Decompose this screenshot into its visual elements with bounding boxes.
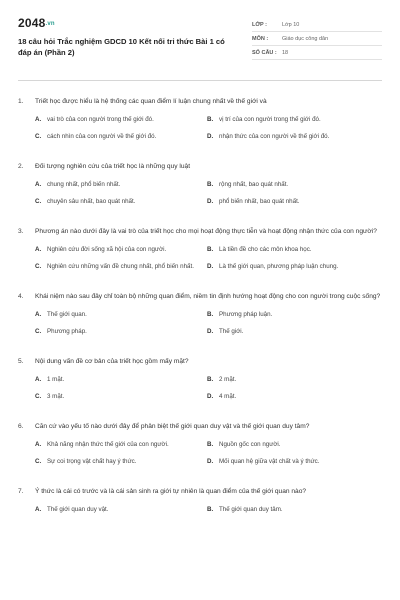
question-text: Phương án nào dưới đây là vai trò của triết học cho mọi hoạt động thực tiễn và hoạt động nhận thức của con người? — [35, 228, 377, 235]
option-letter: D. — [207, 263, 214, 270]
document-header — [18, 16, 382, 70]
question-number: 6. — [18, 423, 24, 430]
meta-row-class — [252, 18, 382, 32]
logo-text: 2048 — [18, 16, 46, 30]
option-text: nhận thức của con người về thế giới đó. — [219, 133, 330, 140]
option-text: Thế giới quan duy vật. — [47, 506, 109, 513]
option-a[interactable] — [35, 180, 207, 189]
option-a[interactable] — [35, 310, 207, 319]
option-letter: D. — [207, 198, 214, 205]
question-item — [18, 422, 382, 474]
option-b[interactable] — [207, 440, 379, 449]
option-text: rộng nhất, bao quát nhất. — [219, 181, 289, 188]
option-letter: A. — [35, 181, 42, 188]
option-text: chuyên sâu nhất, bao quát nhất. — [47, 198, 136, 205]
question-stem — [18, 162, 382, 172]
option-letter: A. — [35, 376, 42, 383]
option-grid — [18, 375, 382, 409]
option-letter: B. — [207, 246, 214, 253]
question-item — [18, 292, 382, 344]
question-item — [18, 162, 382, 214]
option-b[interactable] — [207, 180, 379, 189]
logo-suffix: .vn — [45, 20, 55, 27]
option-d[interactable] — [207, 392, 379, 401]
option-text: Nghiên cứu đời sống xã hội của con người. — [47, 246, 167, 253]
option-letter: D. — [207, 328, 214, 335]
option-letter: D. — [207, 458, 214, 465]
option-letter: C. — [35, 328, 42, 335]
option-text: 4 mặt. — [219, 393, 237, 400]
option-grid — [18, 180, 382, 214]
option-d[interactable] — [207, 197, 379, 206]
option-b[interactable] — [207, 115, 379, 124]
option-letter: C. — [35, 458, 42, 465]
option-grid — [18, 245, 382, 279]
option-d[interactable] — [207, 262, 379, 271]
option-c[interactable] — [35, 327, 207, 336]
question-number: 5. — [18, 358, 24, 365]
meta-row-count — [252, 46, 382, 60]
option-text: Sự coi trọng vật chất hay ý thức. — [47, 458, 137, 465]
question-number: 3. — [18, 228, 24, 235]
option-text: Nghiên cứu những vấn đề chung nhất, phổ biến nhất. — [47, 263, 194, 270]
option-text: 1 mặt. — [47, 376, 65, 383]
option-text: Nguồn gốc con người. — [219, 441, 281, 448]
question-number: 2. — [18, 163, 24, 170]
option-letter: C. — [35, 198, 42, 205]
option-letter: D. — [207, 133, 214, 140]
meta-key: LỚP : — [252, 21, 267, 28]
option-text: Là thế giới quan, phương pháp luận chung. — [219, 263, 339, 270]
option-text: Thế giới quan. — [47, 311, 87, 318]
option-letter: A. — [35, 311, 42, 318]
option-letter: C. — [35, 393, 42, 400]
question-text: Khái niệm nào sau đây chỉ toàn bộ những quan điểm, niềm tin định hướng hoạt động cho con người trong cuộc sống? — [35, 293, 381, 300]
meta-value: Giáo dục công dân — [282, 35, 329, 42]
option-d[interactable] — [207, 327, 379, 336]
option-letter: B. — [207, 376, 214, 383]
question-stem — [18, 227, 382, 237]
meta-value: 18 — [282, 49, 289, 56]
question-text: Nội dung vấn đề cơ bản của triết học gồm mấy mặt? — [35, 358, 189, 365]
meta-row-subject — [252, 32, 382, 46]
option-a[interactable] — [35, 440, 207, 449]
option-letter: B. — [207, 441, 214, 448]
option-letter: C. — [35, 263, 42, 270]
question-item — [18, 487, 382, 522]
question-number: 7. — [18, 488, 24, 495]
option-text: Là tiền đề cho các môn khoa học. — [219, 246, 312, 253]
question-text: Đối tượng nghiên cứu của triết học là những quy luật — [35, 163, 191, 170]
option-letter: B. — [207, 116, 214, 123]
option-c[interactable] — [35, 197, 207, 206]
meta-key: MÔN : — [252, 35, 269, 42]
option-c[interactable] — [35, 132, 207, 141]
document-title: 18 câu hỏi Trắc nghiệm GDCD 10 Kết nối tri thức Bài 1 có đáp án (Phần 2) — [18, 37, 225, 57]
meta-table — [252, 18, 382, 60]
option-text: vị trí của con người trong thế giới đó. — [219, 116, 321, 123]
option-text: 3 mặt. — [47, 393, 65, 400]
option-a[interactable] — [35, 505, 207, 514]
question-stem — [18, 422, 382, 432]
option-grid — [18, 505, 382, 522]
question-stem — [18, 487, 382, 497]
option-c[interactable] — [35, 392, 207, 401]
question-text: Căn cứ vào yếu tố nào dưới đây để phân biệt thế giới quan duy vật và thế giới quan duy tâm? — [35, 423, 310, 430]
option-text: Thế giới quan duy tâm. — [219, 506, 283, 513]
question-stem — [18, 97, 382, 107]
option-text: 2 mặt. — [219, 376, 237, 383]
question-list — [18, 97, 382, 522]
option-a[interactable] — [35, 245, 207, 254]
question-text: Ý thức là cái có trước và là cái sản sinh ra giới tự nhiên là quan điểm của thế giới quan nào? — [35, 488, 307, 495]
question-stem — [18, 292, 382, 302]
option-b[interactable] — [207, 375, 379, 384]
option-letter: B. — [207, 311, 214, 318]
option-text: Phương pháp. — [47, 328, 87, 335]
meta-value: Lớp 10 — [282, 21, 300, 28]
question-number: 1. — [18, 98, 24, 105]
option-b[interactable] — [207, 505, 379, 514]
option-d[interactable] — [207, 132, 379, 141]
site-logo[interactable] — [18, 16, 240, 30]
question-item — [18, 227, 382, 279]
option-a[interactable] — [35, 375, 207, 384]
brand-block — [18, 16, 240, 58]
option-text: Mối quan hệ giữa vật chất và ý thức. — [219, 458, 320, 465]
option-d[interactable] — [207, 457, 379, 466]
question-item — [18, 97, 382, 149]
option-text: phổ biến nhất, bao quát nhất. — [219, 198, 300, 205]
option-text: Phương pháp luận. — [219, 311, 273, 318]
option-c[interactable] — [35, 457, 207, 466]
option-b[interactable] — [207, 310, 379, 319]
option-letter: A. — [35, 506, 42, 513]
option-letter: B. — [207, 181, 214, 188]
question-text: Triết học được hiểu là hệ thống các quan điểm lí luận chung nhất về thế giới và — [35, 98, 267, 105]
option-text: Thế giới. — [219, 328, 244, 335]
option-text: vai trò của con người trong thế giới đó. — [47, 116, 154, 123]
option-text: Khả năng nhận thức thế giới của con người. — [47, 441, 169, 448]
option-text: cách nhìn của con người về thế giới đó. — [47, 133, 157, 140]
option-letter: A. — [35, 441, 42, 448]
question-number: 4. — [18, 293, 24, 300]
option-letter: A. — [35, 116, 42, 123]
question-stem — [18, 357, 382, 367]
option-b[interactable] — [207, 245, 379, 254]
option-c[interactable] — [35, 262, 207, 271]
option-grid — [18, 440, 382, 474]
option-grid — [18, 310, 382, 344]
option-a[interactable] — [35, 115, 207, 124]
option-letter: A. — [35, 246, 42, 253]
option-letter: C. — [35, 133, 42, 140]
option-grid — [18, 115, 382, 149]
header-divider — [18, 80, 382, 81]
option-text: chung nhất, phổ biến nhất. — [47, 181, 121, 188]
option-letter: B. — [207, 506, 214, 513]
meta-key: SỐ CÂU : — [252, 49, 277, 56]
option-letter: D. — [207, 393, 214, 400]
question-item — [18, 357, 382, 409]
